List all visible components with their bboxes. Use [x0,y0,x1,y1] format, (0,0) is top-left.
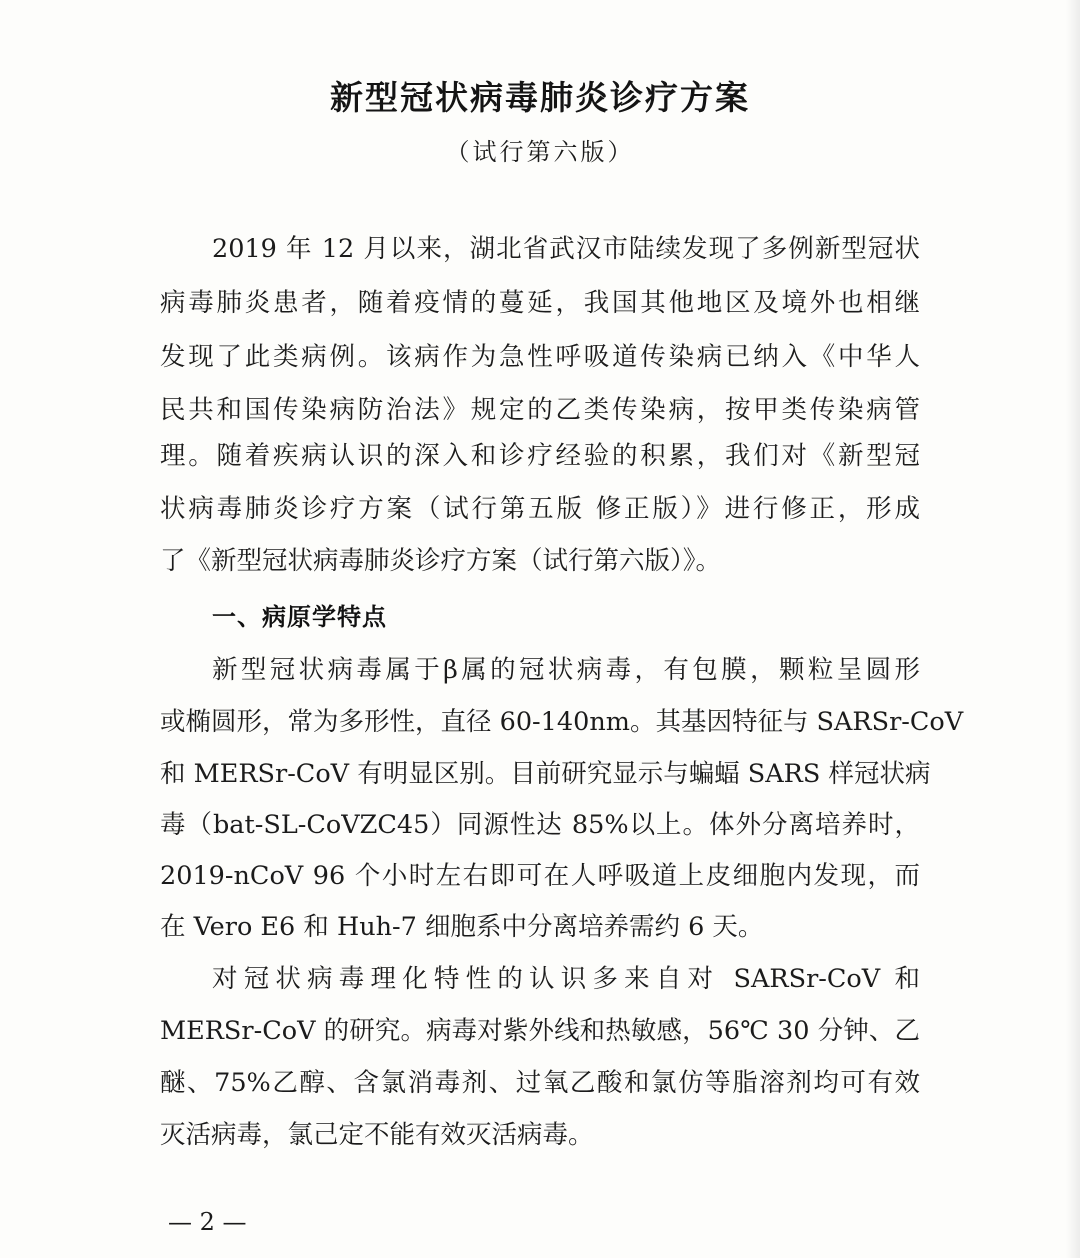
intro-line-7: 了《新型冠状病毒肺炎诊疗方案（试行第六版）》。 [160,546,722,576]
document-subtitle: （试行第六版） [445,138,635,166]
intro-line-2: 病毒肺炎患者，随着疫情的蔓延，我国其他地区及境外也相继 [160,288,920,318]
intro-line-4: 民共和国传染病防治法》规定的乙类传染病，按甲类传染病管 [160,395,920,425]
section1-para1-line-4: 毒（bat-SL-CoVZC45）同源性达 85%以上。体外分离培养时， [160,810,920,840]
intro-line-1: 2019 年 12 月以来，湖北省武汉市陆续发现了多例新型冠状 [212,234,920,264]
scan-edge-shadow [1066,0,1080,1258]
document-title: 新型冠状病毒肺炎诊疗方案 [330,78,750,117]
page-number: — 2 — [168,1208,247,1236]
section1-para2-line-2: MERSr-CoV 的研究。病毒对紫外线和热敏感，56℃ 30 分钟、乙 [160,1016,920,1046]
section1-para1-line-6: 在 Vero E6 和 Huh-7 细胞系中分离培养需约 6 天。 [160,912,764,942]
section1-para1-line-5: 2019-nCoV 96 个小时左右即可在人呼吸道上皮细胞内发现，而 [160,861,920,891]
section1-para1-line-2: 或椭圆形，常为多形性，直径 60-140nm。其基因特征与 SARSr-CoV [160,707,964,737]
section1-para1-line-1: 新型冠状病毒属于β属的冠状病毒，有包膜，颗粒呈圆形 [212,655,920,685]
intro-line-6: 状病毒肺炎诊疗方案（试行第五版 修正版）》进行修正，形成 [160,494,920,524]
section-heading: 一、病原学特点 [212,603,387,631]
intro-line-5: 理。随着疾病认识的深入和诊疗经验的积累，我们对《新型冠 [160,441,920,471]
section1-para2-line-4: 灭活病毒，氯己定不能有效灭活病毒。 [160,1120,594,1150]
section1-para1-line-3: 和 MERSr-CoV 有明显区别。目前研究显示与蝙蝠 SARS 样冠状病 [160,759,931,789]
section1-para2-line-3: 醚、75%乙醇、含氯消毒剂、过氧乙酸和氯仿等脂溶剂均可有效 [160,1068,920,1098]
intro-line-3: 发现了此类病例。该病作为急性呼吸道传染病已纳入《中华人 [160,342,920,372]
section1-para2-line-1: 对冠状病毒理化特性的认识多来自对 SARSr-CoV 和 [212,964,920,994]
